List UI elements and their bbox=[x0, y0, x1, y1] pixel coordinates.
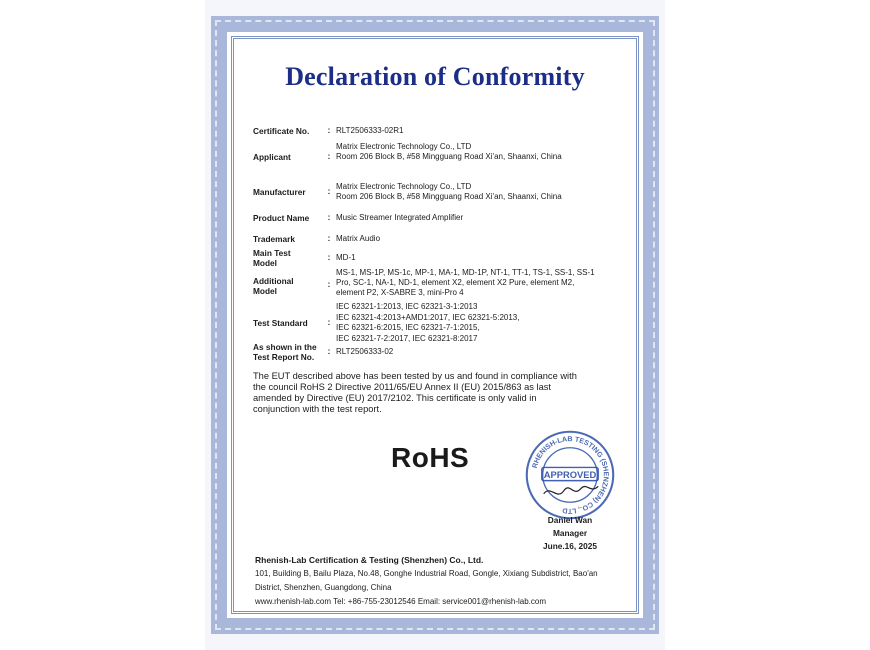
issuer-contact: www.rhenish-lab.com Tel: +86-755-23012546 Email: service001@rhenish-lab.com bbox=[255, 597, 547, 606]
model-line: Pro, SC-1, NA-1, ND-1, element X2, element X2 Pure, element M2, bbox=[336, 278, 575, 287]
product-name: Music Streamer Integrated Amplifier bbox=[336, 213, 464, 222]
colon: : bbox=[327, 187, 331, 196]
model-line: element P2, X-SABRE 3, mini-Pro 4 bbox=[336, 288, 464, 297]
label-line: Additional bbox=[253, 276, 294, 286]
standard-line: IEC 62321-4:2013+AMD1:2017, IEC 62321-5:2013, bbox=[336, 312, 520, 322]
issuer-address-line: 101, Building B, Bailu Plaza, No.48, Gonghe Industrial Road, Gongle, Xixiang Subdistrict, Bao'an bbox=[255, 569, 598, 578]
test-standard-value bbox=[336, 302, 628, 344]
standard-line: IEC 62321-7-2:2017, IEC 62321-8:2017 bbox=[336, 333, 478, 343]
label-line: Test Report No. bbox=[253, 352, 315, 362]
issuer-footer bbox=[255, 553, 635, 609]
signer-role: Manager bbox=[552, 528, 588, 538]
colon: : bbox=[327, 213, 331, 222]
additional-model-value bbox=[336, 268, 628, 298]
applicant-company: Matrix Electronic Technology Co., LTD bbox=[336, 142, 472, 151]
rohs-mark: RoHS bbox=[391, 442, 470, 473]
colon: : bbox=[327, 253, 331, 262]
label-line: Model bbox=[253, 286, 277, 296]
certificate-number: RLT2506333-02R1 bbox=[336, 126, 404, 135]
signer-name: Daniel Wan bbox=[547, 515, 593, 525]
field-label: Product Name bbox=[253, 213, 310, 223]
colon: : bbox=[327, 280, 331, 289]
main-model-value: MD-1 bbox=[336, 253, 356, 262]
issuer-company: Rhenish-Lab Certification & Testing (Shenzhen) Co., Ltd. bbox=[255, 555, 484, 565]
colon: : bbox=[327, 126, 331, 135]
applicant-value bbox=[336, 142, 628, 162]
manufacturer-company: Matrix Electronic Technology Co., LTD bbox=[336, 182, 472, 191]
field-label: Applicant bbox=[253, 152, 291, 162]
field-label: Trademark bbox=[253, 234, 295, 244]
colon: : bbox=[327, 152, 331, 161]
report-number: RLT2506333-02 bbox=[336, 347, 394, 356]
colon: : bbox=[327, 318, 331, 327]
colon: : bbox=[327, 347, 331, 356]
model-line: MS-1, MS-1P, MS-1c, MP-1, MA-1, MD-1P, NT-1, TT-1, TS-1, SS-1, SS-1 bbox=[336, 268, 595, 277]
signing-date: June.16, 2025 bbox=[543, 541, 597, 551]
field-label bbox=[253, 342, 325, 362]
field-label bbox=[253, 276, 325, 296]
certificate-sheet bbox=[205, 0, 665, 650]
applicant-address: Room 206 Block B, #58 Mingguang Road Xi'an, Shaanxi, China bbox=[336, 152, 562, 161]
signer-block bbox=[523, 514, 617, 553]
stamp-approved-text: APPROVED bbox=[543, 468, 597, 480]
field-label: Manufacturer bbox=[253, 187, 306, 197]
certificate-content bbox=[233, 28, 637, 618]
document-title: Declaration of Conformity bbox=[285, 62, 585, 91]
standard-line: IEC 62321-1:2013, IEC 62321-3-1:2013 bbox=[336, 302, 478, 311]
colon: : bbox=[327, 234, 331, 243]
field-label: Test Standard bbox=[253, 318, 308, 328]
label-line: Main Test bbox=[253, 248, 291, 258]
field-label bbox=[253, 248, 325, 268]
issuer-address-line: District, Shenzhen, Guangdong, China bbox=[255, 583, 392, 592]
manufacturer-value bbox=[336, 182, 628, 202]
field-label: Certificate No. bbox=[253, 126, 310, 136]
label-line: As shown in the bbox=[253, 342, 317, 352]
trademark-value: Matrix Audio bbox=[336, 234, 381, 243]
label-line: Model bbox=[253, 258, 277, 268]
compliance-statement: The EUT described above has been tested by us and found in compliance with the council RoHS 2 Directive 2011/65/EU Annex II (EU) 2015/863 as last amended by Directive (EU) 2017/2102. This certificate is only valid in conjunction with the test report. bbox=[253, 371, 577, 414]
approved-stamp bbox=[523, 428, 617, 522]
stamp-ring-text: RHENISH-LAB TESTING (SHENZHEN) CO., LTD bbox=[530, 435, 610, 515]
manufacturer-address: Room 206 Block B, #58 Mingguang Road Xi'an, Shaanxi, China bbox=[336, 192, 562, 201]
standard-line: IEC 62321-6:2015, IEC 62321-7-1:2015, bbox=[336, 323, 480, 332]
